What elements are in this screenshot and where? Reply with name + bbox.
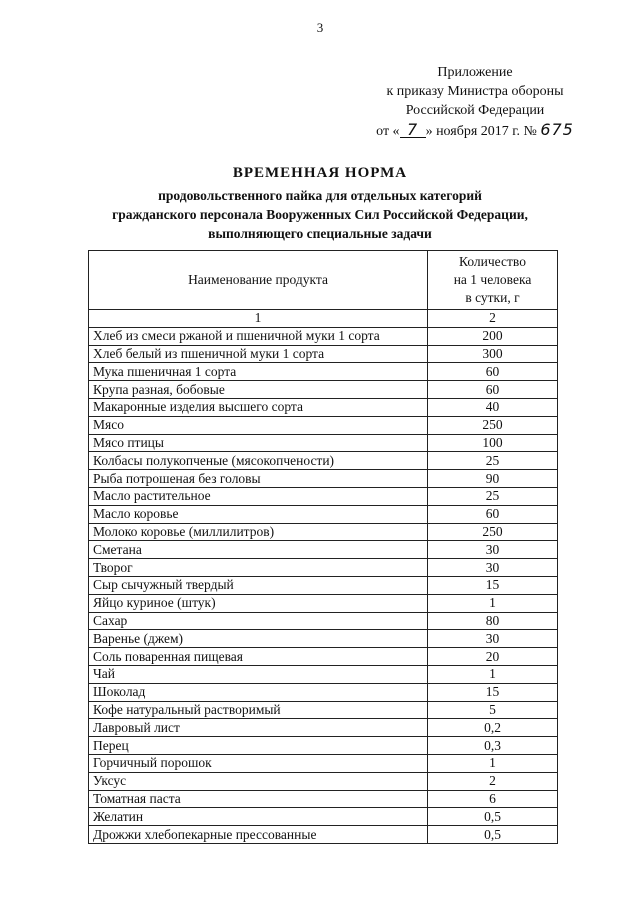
table-row bbox=[89, 363, 558, 381]
product-quantity-cell: 6 bbox=[428, 790, 558, 808]
product-quantity-cell: 0,5 bbox=[428, 808, 558, 826]
product-name-cell: Масло растительное bbox=[89, 487, 428, 505]
table-body bbox=[89, 327, 558, 843]
header-quantity-line-3: в сутки, г bbox=[465, 290, 520, 305]
date-suffix: » ноября 2017 г. № bbox=[425, 124, 537, 139]
product-quantity-cell: 250 bbox=[428, 523, 558, 541]
product-name-cell: Хлеб из смеси ржаной и пшеничной муки 1 сорта bbox=[89, 327, 428, 345]
product-name-cell: Желатин bbox=[89, 808, 428, 826]
product-quantity-cell: 300 bbox=[428, 345, 558, 363]
product-quantity-cell: 1 bbox=[428, 754, 558, 772]
header-quantity-line-2: на 1 человека bbox=[453, 272, 532, 287]
table-row bbox=[89, 398, 558, 416]
table-row bbox=[89, 470, 558, 488]
product-quantity-cell: 0,3 bbox=[428, 737, 558, 755]
table-row bbox=[89, 523, 558, 541]
table-row bbox=[89, 826, 558, 844]
product-name-cell: Яйцо куриное (штук) bbox=[89, 594, 428, 612]
product-name-cell: Мясо bbox=[89, 416, 428, 434]
product-quantity-cell: 15 bbox=[428, 576, 558, 594]
table-header-row bbox=[89, 251, 558, 310]
header-quantity-line-1: Количество bbox=[459, 254, 526, 269]
table-row bbox=[89, 612, 558, 630]
product-name-cell: Соль поваренная пищевая bbox=[89, 648, 428, 666]
table-row bbox=[89, 487, 558, 505]
table-row bbox=[89, 683, 558, 701]
product-quantity-cell: 25 bbox=[428, 452, 558, 470]
product-name-cell: Горчичный порошок bbox=[89, 754, 428, 772]
column-number-1: 1 bbox=[89, 310, 428, 328]
column-number-row bbox=[89, 310, 558, 328]
table-row bbox=[89, 576, 558, 594]
table-row bbox=[89, 594, 558, 612]
document-title-block bbox=[0, 165, 640, 243]
appendix-federation: Российской Федерации bbox=[405, 103, 545, 118]
product-name-cell: Варенье (джем) bbox=[89, 630, 428, 648]
table-row bbox=[89, 505, 558, 523]
product-name-cell: Крупа разная, бобовые bbox=[89, 381, 428, 399]
table-row bbox=[89, 772, 558, 790]
table-row bbox=[89, 541, 558, 559]
table-row bbox=[89, 630, 558, 648]
table-row bbox=[89, 737, 558, 755]
product-name-cell: Лавровый лист bbox=[89, 719, 428, 737]
page-number: 3 bbox=[316, 20, 324, 35]
product-name-cell: Чай bbox=[89, 665, 428, 683]
product-name-cell: Молоко коровье (миллилитров) bbox=[89, 523, 428, 541]
product-name-cell: Дрожжи хлебопекарные прессованные bbox=[89, 826, 428, 844]
table-row bbox=[89, 434, 558, 452]
product-quantity-cell: 60 bbox=[428, 505, 558, 523]
table-row bbox=[89, 648, 558, 666]
product-quantity-cell: 200 bbox=[428, 327, 558, 345]
product-name-cell: Кофе натуральный растворимый bbox=[89, 701, 428, 719]
product-name-cell: Творог bbox=[89, 559, 428, 577]
product-name-cell: Мясо птицы bbox=[89, 434, 428, 452]
table-row bbox=[89, 452, 558, 470]
date-prefix: от « bbox=[376, 124, 400, 139]
table-row bbox=[89, 327, 558, 345]
ration-norms-table bbox=[88, 250, 558, 844]
appendix-title: Приложение bbox=[437, 65, 513, 80]
product-quantity-cell: 0,2 bbox=[428, 719, 558, 737]
document-subtitle-1: продовольственного пайка для отдельных категорий bbox=[158, 188, 482, 203]
column-number-2: 2 bbox=[428, 310, 558, 328]
product-name-cell: Сыр сычужный твердый bbox=[89, 576, 428, 594]
product-name-cell: Перец bbox=[89, 737, 428, 755]
product-quantity-cell: 80 bbox=[428, 612, 558, 630]
product-quantity-cell: 30 bbox=[428, 541, 558, 559]
appendix-order-ref: к приказу Министра обороны bbox=[386, 84, 564, 99]
table-row bbox=[89, 559, 558, 577]
table-row bbox=[89, 416, 558, 434]
product-name-cell: Уксус bbox=[89, 772, 428, 790]
product-quantity-cell: 15 bbox=[428, 683, 558, 701]
table-row bbox=[89, 808, 558, 826]
product-quantity-cell: 60 bbox=[428, 381, 558, 399]
product-quantity-cell: 30 bbox=[428, 559, 558, 577]
table-row bbox=[89, 754, 558, 772]
document-subtitle-2: гражданского персонала Вооруженных Сил Российской Федерации, bbox=[112, 207, 528, 222]
table-row bbox=[89, 665, 558, 683]
product-quantity-cell: 60 bbox=[428, 363, 558, 381]
product-quantity-cell: 40 bbox=[428, 398, 558, 416]
table-row bbox=[89, 381, 558, 399]
header-product-name: Наименование продукта bbox=[89, 251, 428, 310]
appendix-date-line bbox=[360, 120, 590, 141]
product-name-cell: Колбасы полукопченые (мясокопчености) bbox=[89, 452, 428, 470]
table-row bbox=[89, 345, 558, 363]
product-quantity-cell: 1 bbox=[428, 665, 558, 683]
product-quantity-cell: 20 bbox=[428, 648, 558, 666]
product-quantity-cell: 2 bbox=[428, 772, 558, 790]
product-name-cell: Макаронные изделия высшего сорта bbox=[89, 398, 428, 416]
document-title: ВРЕМЕННАЯ НОРМА bbox=[232, 165, 408, 181]
product-quantity-cell: 1 bbox=[428, 594, 558, 612]
product-name-cell: Масло коровье bbox=[89, 505, 428, 523]
product-quantity-cell: 30 bbox=[428, 630, 558, 648]
product-quantity-cell: 0,5 bbox=[428, 826, 558, 844]
order-number-handwritten: 675 bbox=[540, 120, 574, 139]
table-row bbox=[89, 701, 558, 719]
date-day-handwritten: 7 bbox=[400, 123, 426, 138]
product-quantity-cell: 250 bbox=[428, 416, 558, 434]
document-subtitle-3: выполняющего специальные задачи bbox=[208, 226, 432, 241]
product-name-cell: Томатная паста bbox=[89, 790, 428, 808]
product-name-cell: Сметана bbox=[89, 541, 428, 559]
product-quantity-cell: 5 bbox=[428, 701, 558, 719]
product-name-cell: Сахар bbox=[89, 612, 428, 630]
header-quantity bbox=[428, 251, 558, 310]
product-quantity-cell: 25 bbox=[428, 487, 558, 505]
appendix-block bbox=[360, 63, 590, 141]
table-row bbox=[89, 790, 558, 808]
table-row bbox=[89, 719, 558, 737]
product-name-cell: Рыба потрошеная без головы bbox=[89, 470, 428, 488]
product-quantity-cell: 100 bbox=[428, 434, 558, 452]
product-name-cell: Хлеб белый из пшеничной муки 1 сорта bbox=[89, 345, 428, 363]
product-name-cell: Шоколад bbox=[89, 683, 428, 701]
product-quantity-cell: 90 bbox=[428, 470, 558, 488]
product-name-cell: Мука пшеничная 1 сорта bbox=[89, 363, 428, 381]
